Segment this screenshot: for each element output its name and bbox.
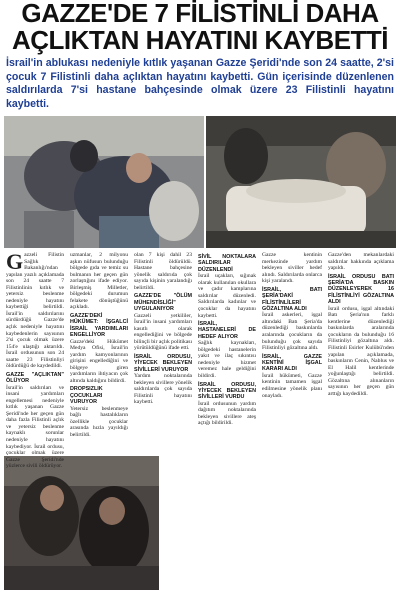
headline bbox=[4, 0, 396, 54]
paragraph: Yardım noktalarında bekleyen sivillere yönelik saldırılarda çok sayıda Filistinli hayatını kaybetti. bbox=[134, 373, 192, 406]
column-4 bbox=[198, 252, 256, 427]
column-2 bbox=[70, 252, 128, 438]
subheading: GAZZE "AÇLIKTAN" ÖLÜYOR bbox=[6, 371, 64, 385]
paragraph: Gazze'den mekanlardaki saldırılar hakkında açıklama yapıldı. bbox=[328, 252, 394, 272]
headline-line-2: AÇLIKTAN HAYATINI KAYBETTİ bbox=[11, 25, 389, 55]
paragraph: İsrail ordusunun yardım dağıtım noktalarında bekleyen sivillere ateş açtığı bildirildi. bbox=[198, 400, 256, 427]
column-5 bbox=[262, 252, 322, 399]
paragraph: olan 7 kişi dahil 23 Filistinli öldürüldü. Hastane bahçesine yönelik saldırıda çok sayıda kişinin yaralandığı belirtildi. bbox=[134, 252, 192, 291]
paragraph: Gazze'deki Hükümet Medya Ofisi, İsrail'in yardım kamyonlarının girişini engellediğini ve bölgeye giren yardımların ihtiyacın çok altında kaldığını bildirdi. bbox=[70, 338, 128, 384]
subheading: İSRAİL ORDUSU BATI ŞERİA'DA BASKIN DÜZENLEYEREK 16 FİLİSTİNLİYİ GÖZALTINA ALDI bbox=[328, 273, 394, 306]
paragraph: Gazzeli Filistin Sağlık Bakanlığı'ndan yapılan yazılı açıklamada son 24 saatte 7 Filistinlinin kıtlık ve yetersiz beslenme nedeniyle hayatını kaybettiği belirtildi. İsrail'in saldırılarını sürdürdüğü Gazze'de açlık nedeniyle hayatını kaybedenlerin sayısının 2'si çocuk olmak üzere 154'e ulaştığı aktarıldı. İsrail ordusunun son 24 saatte 23 Filistinliyi öldürdüğü de kaydedildi. bbox=[6, 249, 64, 370]
column-3 bbox=[134, 252, 192, 406]
paragraph: Gazzeli yetkililer, İsrail'in insani yardımları kasıtlı olarak engellediğini ve bölgede bilinçli bir açlık politikası yürütüldüğünü ifade etti. bbox=[134, 312, 192, 352]
photo-grieving-women bbox=[4, 116, 204, 248]
drop-cap: G bbox=[6, 249, 24, 274]
paragraph: Sağlık kaynakları, bölgedeki hastanelerin yakıt ve ilaç sıkıntısı nedeniyle hizmet veremez hale geldiğini bildirdi. bbox=[198, 340, 256, 379]
photo-mourners bbox=[4, 456, 159, 590]
lead-paragraph: İsrail'in ablukası nedeniyle kıtlık yaşanan Gazze Şeridi'nde son 24 saatte, 2'si çocuk 7 Filistinli daha açlıktan hayatını kaybetti. Gün içerisinde düzenlenen saldırılarda 7'si hastane bahçesinde olmak üzere 23 Filistinli hayatını kaybetti. bbox=[6, 57, 394, 110]
paragraph: Yetersiz beslenmeye bağlı hastalıkların özellikle çocuklar arasında hızla yayıldığı belirtildi. bbox=[70, 405, 128, 438]
paragraph: İsrail ordusu, işgal altındaki Batı Şeria'nın farklı kentlerine düzenlediği baskınlarda aralarında çocukların da bulunduğu 16 Filistinliyi gözaltına aldı. Filistinli Esirler Kulübü'nden yapılan açıklamada, baskınların Cenin, Nablus ve El Halil kentlerinde yoğunlaştığı belirtildi. Gözaltına alınanların sayısının her geçen gün arttığı kaydedildi. bbox=[328, 305, 394, 397]
subheading: İSRAİL ORDUSU, YİYECEK BEKLEYEN SİVİLLERİ VURUYOR bbox=[134, 353, 192, 373]
paragraph: İsrail hükümeti, Gazze kentinin tamamen işgal edilmesine yönelik planı onayladı. bbox=[262, 372, 322, 399]
subheading: GAZZE'DEKİ HÜKÜMET: İŞGALCİ İSRAİL YARDIMLARI ENGELLİYOR bbox=[70, 312, 128, 339]
subheading: DROPSIZLIK ÇOCUKLARI VURUYOR bbox=[70, 386, 103, 406]
subheading: GAZZE'DE "ÖLÜM MÜHENDİSLİĞİ" UYGULANIYOR bbox=[134, 293, 192, 313]
subheading: İSRAİL, BATI ŞERİA'DAKİ FİLİSTİNLİLERİ GÖZALTINA ALDI bbox=[262, 286, 322, 312]
paragraph: İsrail askerleri, işgal altındaki Batı Şeria'da düzenlediği baskınlarda aralarında çocukların da bulunduğu çok sayıda Filistinliyi gözaltına aldı. bbox=[262, 312, 322, 352]
paragraph: İsrail uçakları, sığınak olarak kullanılan okullara ve çadır kamplarına saldırılar düzenledi. Saldırılarda kadınlar ve çocuklar da hayatını kaybetti. bbox=[198, 273, 256, 319]
paragraph: uzmanlar, 2 milyonu aşkın nüfusun bulunduğu bölgede gıda ve temiz su bulmanın her geçen gün zorlaştığını ifade ediyor. Birleşmiş Milletler, bölgedeki durumun felakete dönüştüğünü açıkladı. bbox=[70, 252, 128, 311]
paragraph: İsrail'in saldırıları ve insani yardımları engellemesi nedeniyle kıtlık yaşanan Gazze Şeridi'nde her geçen gün daha fazla Filistinli açlık ve yetersiz beslenme kaynaklı sorunlar nedeniyle hayatını kaybediyor. İsrail ordusu, çocuklar olmak üzere Gazze Şeridi'nde yüzlerce sivili öldürüyor. bbox=[6, 384, 64, 470]
paragraph: Gazze kentinin merkezinde yardım bekleyen siviller hedef alındı. Saldırılarda onlarca kişi yaralandı. bbox=[262, 252, 322, 285]
column-1 bbox=[6, 249, 64, 470]
column-6 bbox=[328, 252, 394, 397]
photo-shrouded-body bbox=[206, 116, 396, 248]
subheading: SİVİL NOKTALARA SALDIRILAR DÜZENLENDİ bbox=[198, 254, 256, 273]
subheading: İSRAİL, HASTANELERİ DE HEDEF ALIYOR bbox=[198, 321, 256, 340]
headline-line-1: GAZZE'DE 7 FİLİSTİNLİ DAHA bbox=[21, 0, 379, 28]
subheading: İSRAİL ORDUSU, YİYECEK BEKLEYEN SİVİLLERİ VURDU bbox=[198, 381, 256, 401]
subheading: İSRAİL, GAZZE KENTİNİ İŞGAL KARARI ALDI bbox=[262, 353, 322, 373]
